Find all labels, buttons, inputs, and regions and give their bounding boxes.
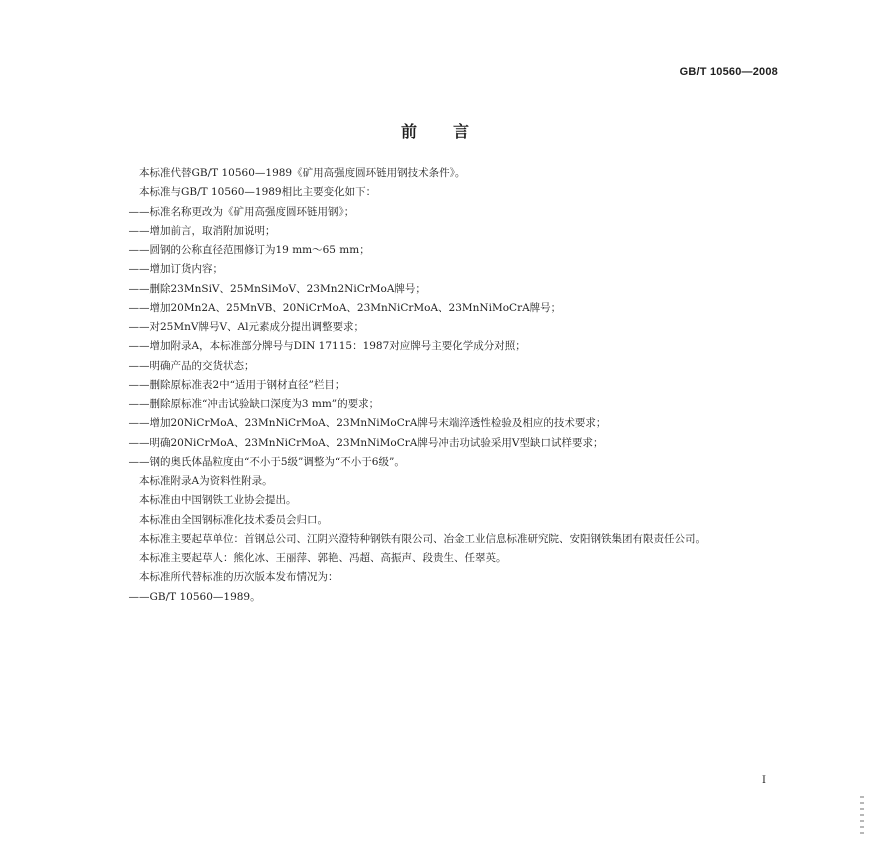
change-item: ——增加附录A，本标准部分牌号与DIN 17115：1987对应牌号主要化学成分对照； (128, 340, 526, 353)
change-item: ——增加20Mn2A、25MnVB、20NiCrMoA、23MnNiCrMoA、23MnNiMoCrA牌号； (128, 301, 562, 314)
change-item: ——删除23MnSiV、25MnSiMoV、23Mn2NiCrMoA牌号； (128, 282, 426, 295)
paragraph-drafters: 本标准主要起草人：熊化冰、王丽萍、郭艳、冯超、高振声、段贵生、任翠英。 (139, 552, 507, 564)
change-item: ——增加订货内容； (128, 263, 223, 276)
history-list (118, 588, 778, 607)
page-title: 前言 (400, 122, 505, 141)
scan-margin-marks (860, 796, 864, 836)
paragraph-proposed-by: 本标准由中国钢铁工业协会提出。 (139, 494, 297, 507)
page-number: I (762, 775, 766, 786)
change-item: ——明确产品的交货状态； (128, 359, 255, 372)
change-item: ——增加前言，取消附加说明； (128, 224, 276, 237)
paragraph-changes-intro: 本标准与GB/T 10560—1989相比主要变化如下： (139, 186, 377, 199)
foreword-body (118, 164, 778, 607)
paragraph-centralized-by: 本标准由全国钢标准化技术委员会归口。 (139, 513, 328, 526)
change-item: ——删除原标准“冲击试验缺口深度为3 mm”的要求； (128, 398, 380, 410)
history-item: ——GB/T 10560—1989。 (128, 590, 261, 603)
change-item: ——标准名称更改为《矿用高强度圆环链用钢》； (128, 205, 355, 218)
paragraph-replaces: 本标准代替GB/T 10560—1989《矿用高强度圆环链用钢技术条件》。 (139, 167, 466, 179)
change-item: ——删除原标准表2中“适用于钢材直径”栏目； (128, 378, 346, 391)
change-item: ——增加20NiCrMoA、23MnNiCrMoA、23MnNiMoCrA牌号末端淬透性检验及相应的技术要求； (128, 417, 607, 430)
change-item: ——明确20NiCrMoA、23MnNiCrMoA、23MnNiMoCrA牌号冲击功试验采用V型缺口试样要求； (128, 436, 604, 449)
paragraph-drafting-units: 本标准主要起草单位：首钢总公司、江阴兴澄特种钢铁有限公司、冶金工业信息标准研究院、安阳钢铁集团有限责任公司。 (139, 532, 706, 545)
change-item: ——对25MnV牌号V、Al元素成分提出调整要求； (128, 321, 364, 333)
standard-number: GB/T 10560—2008 (679, 66, 778, 78)
paragraph-annex: 本标准附录A为资料性附录。 (139, 475, 273, 487)
change-item: ——圆钢的公称直径范围修订为19 mm～65 mm； (128, 244, 370, 256)
paragraph-history-intro: 本标准所代替标准的历次版本发布情况为： (139, 571, 339, 584)
changes-list (118, 203, 778, 473)
change-item: ——钢的奥氏体晶粒度由“不小于5级”调整为“不小于6级”。 (128, 455, 405, 468)
